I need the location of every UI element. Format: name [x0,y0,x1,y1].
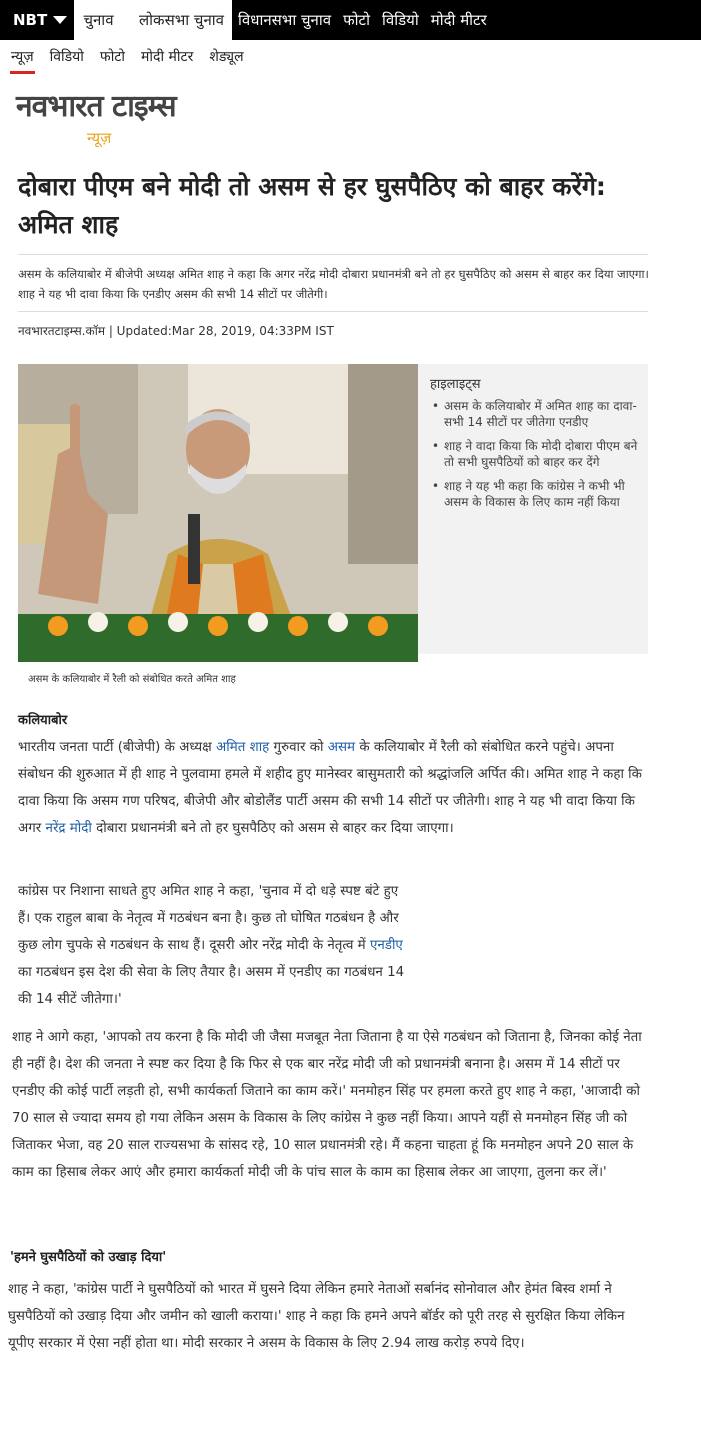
text-run: के कलियाबोर में रैली को संबोधित करने पहुंचे। अपना संबोधन की शुरुआत में ही शाह ने पुलवामा हमले में शहीद हुए मानेस्वर बासुमतारी को श्रद्धांजलि अर्पित की। अमित शाह ने कहा कि दावा किया कि असम गण परिषद, बीजेपी और बोडोलैंड पार्टी असम की सभी 14 सीटों पर जीतेगी। शाह ने यह भी वादा किया कि अगर [18,740,642,836]
site-logo[interactable]: नवभारत टाइम्स [16,89,176,124]
highlights-list [430,398,638,510]
sub-nav-bar [0,40,701,72]
subnav-item-modi-meter[interactable]: मोदी मीटर [141,48,194,65]
divider [18,254,648,255]
arrow-right-icon [123,8,133,32]
subnav-item-video[interactable]: विडियो [49,48,84,65]
topnav-item-video[interactable]: विडियो [381,11,419,29]
rally-photo-image [18,364,418,662]
article-summary: असम के कलियाबोर में बीजेपी अध्यक्ष अमित शाह ने कहा कि अगर नरेंद्र मोदी दोबारा प्रधानमंत्री बने तो हर घुसपैठिए को असम से बाहर कर दिया जाएगा। शाह ने यह भी दावा किया कि एनडीए असम की सभी 14 सीटों पर जीतेगी। [18,267,649,301]
article-byline: नवभारतटाइम्स.कॉम | Updated:Mar 28, 2019, 04:33PM IST [18,324,334,338]
highlights-box [418,364,648,654]
text-run: कांग्रेस पर निशाना साधते हुए अमित शाह ने कहा, 'चुनाव में दो धड़े स्पष्ट बंटे हुए हैं। एक राहुल बाबा के नेतृत्व में गठबंधन बना है। कुछ तो घोषित गठबंधन है और कुछ लोग चुपके से गठबंधन के साथ हैं। दूसरी ओर नरेंद्र मोदी के नेतृत्व में [18,884,399,953]
topnav-item-vidhansabha[interactable]: विधानसभा चुनाव [238,11,332,29]
article-paragraph: शाह ने कहा, 'कांग्रेस पार्टी ने घुसपैठियों को भारत में घुसने दिया लेकिन हमारे नेताओं सर्बानंद सोनोवाल और हेमंत बिस्व शर्मा ने घुसपैठियों को उखाड़ दिया और जमीन को खाली कराया।' शाह ने कहा कि हमने अपने बॉर्डर को पूरी तरह से सुरक्षित किया लेकिन यूपीए सरकार में ऐसा नहीं होता था। मोदी सरकार ने असम के विकास के लिए 2.94 लाख करोड़ रुपये दिए। [8,1282,625,1351]
subnav-item-schedule[interactable]: शेड्यूल [209,48,244,65]
text-run: का गठबंधन इस देश की सेवा के लिए तैयार है। असम में एनडीए का गठबंधन 14 की 14 सीटें जीतेगा।' [18,965,405,1007]
topic-link-nda[interactable]: एनडीए [369,938,403,953]
brand-label: NBT [13,11,48,29]
article-headline: दोबारा पीएम बने मोदी तो असम से हर घुसपैठिए को बाहर करेंगे: अमित शाह [18,172,606,239]
section-label[interactable]: न्यूज़ [87,129,112,147]
topic-link-assam[interactable]: असम [327,740,356,755]
dateline-place: कलियाबोर [18,713,68,728]
highlight-item: • असम के कलियाबोर में अमित शाह का दावा- सभी 14 सीटों पर जीतेगा एनडीए [430,398,638,430]
highlights-title: हाइलाइट्स [430,377,481,392]
article-paragraph: शाह ने आगे कहा, 'आपको तय करना है कि मोदी जी जैसा मजबूत नेता जिताना है या ऐसे गठबंधन को जिताना है, जिनका कोई नेता ही नहीं है। देश की जनता ने स्पष्ट कर दिया है कि फिर से एक बार नरेंद्र मोदी जी को प्रधानमंत्री बनाना है। असम में 14 सीटों पर एनडीए की कोई पार्टी लड़ती हो, सभी कार्यकर्ता जिताने का काम करें।' मनमोहन सिंह पर हमला करते हुए शाह ने कहा, 'आजादी को 70 साल से ज्यादा समय हो गया लेकिन असम के विकास के लिए कांग्रेस ने कुछ नहीं किया। आपने यहीं से मनमोहन सिंह जी को जिताकर भेजा, वह 20 साल राज्यसभा के सांसद रहे, 10 साल प्रधानमंत्री रहे। मैं कहना चाहता हूं कि मनमोहन अपने 20 साल के काम का हिसाब लेकर आएं और हमारा कार्यकर्ता मोदी जी के पांच साल के काम का हिसाब लेकर आ जाएगा, तुलना कर लें।' [12,1030,642,1180]
topnav-item-loksabha[interactable]: लोकसभा चुनाव [123,0,232,40]
text-run: दोबारा प्रधानमंत्री बने तो हर घुसपैठिए को असम से बाहर कर दिया जाएगा। [91,821,454,836]
subnav-item-photo[interactable]: फोटो [99,48,126,65]
photo-caption: असम के कलियाबोर में रैली को संबोधित करते अमित शाह [28,674,236,685]
divider [18,311,648,312]
topnav-item-chunav[interactable]: चुनाव [74,0,123,40]
text-run: गुरुवार को [269,740,328,755]
highlight-item: • शाह ने यह भी कहा कि कांग्रेस ने कभी भी असम के विकास के लिए काम नहीं किया [430,478,638,510]
topnav-item-photo[interactable]: फोटो [343,11,370,29]
article-paragraph [18,734,650,842]
highlight-item: • शाह ने वादा किया कि मोदी दोबारा पीएम बने तो सभी घुसपैठियों को बाहर कर देंगे [430,438,638,470]
caret-down-icon [53,16,67,24]
topnav-item-modi-meter[interactable]: मोदी मीटर [430,11,487,29]
article-subheading: 'हमने घुसपैठियों को उखाड़ दिया' [10,1250,167,1265]
brand-menu[interactable] [0,11,74,29]
article-paragraph [18,878,410,1013]
top-nav-bar [0,0,701,40]
text-run: भारतीय जनता पार्टी (बीजेपी) के अध्यक्ष [18,740,217,755]
topic-link-narendra-modi[interactable]: नरेंद्र मोदी [45,821,92,836]
topic-link-amit-shah[interactable]: अमित शाह [216,740,270,755]
subnav-item-news[interactable]: न्यूज़ [0,47,42,66]
article-photo[interactable] [18,364,418,662]
